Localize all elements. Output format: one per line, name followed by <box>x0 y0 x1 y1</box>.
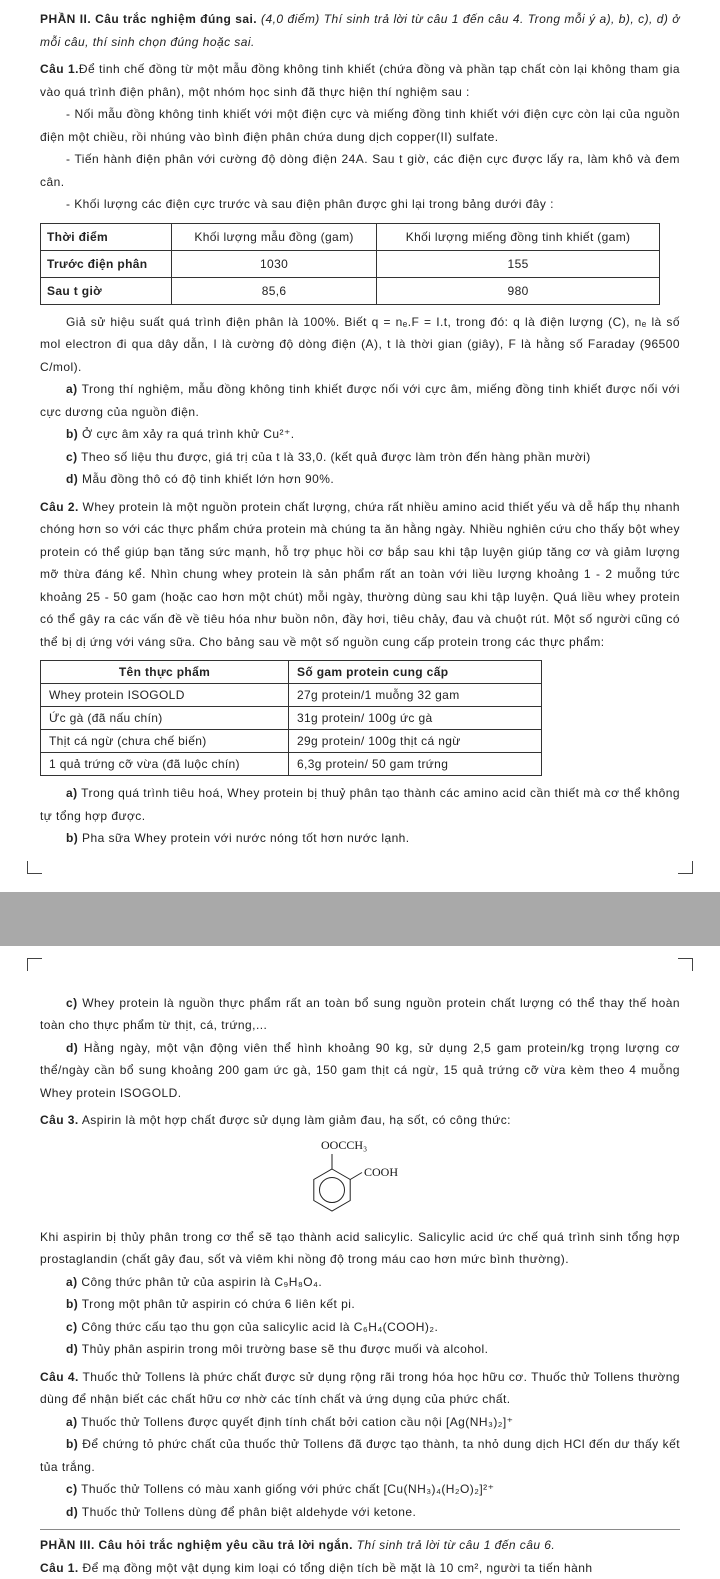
part3-question-1-partial <box>40 1557 680 1579</box>
question-4-label: Câu 4. <box>40 1370 79 1384</box>
statement-text: Công thức phân tử của aspirin là C₉H₈O₄. <box>78 1275 323 1289</box>
statement-text: Whey protein là nguồn thực phẩm rất an toàn bổ sung nguồn protein chất lượng có thể thay thế hoàn toàn cho thực phẩm từ thịt, cá, trứng,... <box>40 996 680 1033</box>
question-1-label: Câu 1. <box>40 1561 79 1575</box>
table-row <box>41 730 542 753</box>
question-1-statement-b <box>40 423 680 446</box>
statement-text: Thuốc thử Tollens có màu xanh giống với phức chất [Cu(NH₃)₄(H₂O)₂]²⁺ <box>78 1482 495 1496</box>
table-row <box>41 684 542 707</box>
statement-label: c) <box>66 450 78 464</box>
statement-text: Trong quá trình tiêu hoá, Whey protein bị thuỷ phân tạo thành các amino acid cần thiết mà cơ thể không tự tổng hợp được. <box>40 786 680 823</box>
cell: 29g protein/ 100g thịt cá ngừ <box>289 730 542 753</box>
aspirin-structure <box>40 1135 680 1224</box>
question-3-intro <box>40 1109 680 1132</box>
part3-heading <box>40 1529 680 1557</box>
header-cell: Thời điểm <box>41 223 172 250</box>
question-2-statement-c <box>40 992 680 1037</box>
question-1-note: Giả sử hiệu suất quá trình điện phân là 100%. Biết q = nₑ.F = I.t, trong đó: q là điện lượng (C), nₑ là số mol electron đi qua dây dẫn, I là cường độ dòng điện (A), t là thời gian (giây), F là hằng số Faraday (96500 C/mol). <box>40 311 680 379</box>
statement-label: a) <box>66 1275 78 1289</box>
question-4-statement-d <box>40 1501 680 1524</box>
statement-text: Theo số liệu thu được, giá trị của t là 33,0. (kết quả được làm tròn đến hàng phần mười) <box>78 450 591 464</box>
crop-mark-top-right <box>678 958 693 971</box>
statement-label: b) <box>66 1437 78 1451</box>
cell: Trước điện phân <box>41 250 172 277</box>
statement-text: Công thức cấu tạo thu gọn của salicylic acid là C₆H₄(COOH)₂. <box>78 1320 439 1334</box>
question-3-intro-text: Aspirin là một hợp chất được sử dụng làm giảm đau, hạ sốt, có công thức: <box>79 1113 511 1127</box>
question-1-partial-text: Để mạ đồng một vật dụng kim loại có tổng diện tích bề mặt là 10 cm², người ta tiến hành <box>79 1561 593 1575</box>
cell: Thịt cá ngừ (chưa chế biến) <box>41 730 289 753</box>
crop-mark-top-left <box>27 958 42 971</box>
statement-label: b) <box>66 427 78 441</box>
part3-subtitle: Thí sinh trả lời từ câu 1 đến câu 6. <box>353 1538 555 1552</box>
question-2-intro <box>40 496 680 654</box>
question-3-statement-b <box>40 1293 680 1316</box>
statement-text: Trong một phân tử aspirin có chứa 6 liên kết pi. <box>78 1297 355 1311</box>
question-1-statement-a <box>40 378 680 423</box>
statement-label: b) <box>66 831 78 845</box>
question-3-statement-c <box>40 1316 680 1339</box>
statement-label: c) <box>66 1320 78 1334</box>
question-1-statement-c <box>40 446 680 469</box>
cell: 31g protein/ 100g ức gà <box>289 707 542 730</box>
statement-text: Để chứng tỏ phức chất của thuốc thử Tollens đã được tạo thành, ta nhỏ dung dịch HCl đến dư thấy kết tủa trắng. <box>40 1437 680 1474</box>
header-cell: Khối lượng mẫu đồng (gam) <box>172 223 377 250</box>
table-row <box>41 753 542 776</box>
cell: 1 quả trứng cỡ vừa (đã luộc chín) <box>41 753 289 776</box>
statement-label: d) <box>66 1505 78 1519</box>
question-1-label: Câu 1. <box>40 62 79 76</box>
electrode-mass-table <box>40 223 660 305</box>
statement-label: d) <box>66 1041 78 1055</box>
statement-text: Mẫu đồng thô có độ tinh khiết lớn hơn 90%. <box>78 472 334 486</box>
aspirin-structure-drawing <box>285 1135 435 1219</box>
question-2-statement-b <box>40 827 680 850</box>
question-4-statement-c <box>40 1478 680 1501</box>
cell: 980 <box>377 277 660 304</box>
question-4-intro-text: Thuốc thử Tollens là phức chất được sử dụng rộng rãi trong hóa học hữu cơ. Thuốc thử Tollens thường dùng để nhận biết các chất hữu cơ nhờ các tính chất và ứng dụng của phức chất. <box>40 1370 680 1407</box>
statement-label: a) <box>66 1415 78 1429</box>
part2-subtitle: (4,0 điểm) Thí sinh trả lời từ câu 1 đến câu 4. Trong mỗi ý a), b), c), d) ở mỗi câu, thí sinh chọn đúng hoặc sai. <box>40 12 680 49</box>
cell: 85,6 <box>172 277 377 304</box>
question-2-statement-d <box>40 1037 680 1105</box>
question-4-statement-b <box>40 1433 680 1478</box>
question-1-bullet-1: - Nối mẫu đồng không tinh khiết với một điện cực và miếng đồng tinh khiết với điện cực còn lại của nguồn điện một chiều, rồi nhúng vào bình điện phân chứa dung dịch copper(II) sulfate. <box>40 103 680 148</box>
question-4-intro <box>40 1366 680 1411</box>
header-cell: Số gam protein cung cấp <box>289 661 542 684</box>
table-header-row <box>41 223 660 250</box>
acetoxy-group-label: OOCCH₃ <box>321 1138 367 1152</box>
question-2-intro-text: Whey protein là một nguồn protein chất lượng, chứa rất nhiều amino acid thiết yếu và dễ hấp thụ nhanh chóng hơn so với các thực phẩm chứa protein mà chúng ta ăn hằng ngày. Nhiều nghiên cứu cho thấy bột whey protein có thể giúp bạn tăng sức mạnh, hỗ trợ phục hồi cơ bắp sau khi tập luyện giúp tăng cơ và giảm lượng mỡ thừa đáng kể. Nhìn chung whey protein là sản phẩm rất an toàn với liều lượng khoảng 1 - 2 muỗng tức khoảng 25 - 50 gam (hoặc cao hơn một chút) mỗi ngày, thường dùng sau khi tập luyện. Quá liều whey protein có thể gây ra các vấn đề về tiêu hóa như buồn nôn, đầy hơi, tiêu chảy, đau và chuột rút. Một số người cũng có thể bị dị ứng với váng sữa. Cho bảng sau về một số nguồn cung cấp protein trong các thực phẩm: <box>40 500 680 649</box>
table-row <box>41 277 660 304</box>
benzene-ring-icon <box>314 1154 362 1211</box>
page-separator <box>0 892 720 946</box>
statement-label: b) <box>66 1297 78 1311</box>
statement-label: a) <box>66 382 78 396</box>
crop-mark-bottom-left <box>27 861 42 874</box>
part2-title: PHẦN II. Câu trắc nghiệm đúng sai. <box>40 12 257 26</box>
statement-text: Trong thí nghiệm, mẫu đồng không tinh khiết được nối với cực âm, miếng đồng tinh khiết được nối với cực dương của nguồn điện. <box>40 382 680 419</box>
table-row <box>41 250 660 277</box>
cell: 6,3g protein/ 50 gam trứng <box>289 753 542 776</box>
statement-label: d) <box>66 472 78 486</box>
cell: 1030 <box>172 250 377 277</box>
part2-heading <box>40 8 680 53</box>
statement-label: a) <box>66 786 78 800</box>
cell: Ức gà (đã nấu chín) <box>41 707 289 730</box>
page-2 <box>0 946 720 1579</box>
header-cell: Khối lượng miếng đồng tinh khiết (gam) <box>377 223 660 250</box>
question-3-statement-d <box>40 1338 680 1361</box>
statement-label: c) <box>66 1482 78 1496</box>
protein-sources-table <box>40 660 542 776</box>
statement-text: Ở cực âm xảy ra quá trình khử Cu²⁺. <box>78 427 294 441</box>
statement-text: Thủy phân aspirin trong môi trường base sẽ thu được muối và alcohol. <box>78 1342 488 1356</box>
question-3-label: Câu 3. <box>40 1113 79 1127</box>
statement-text: Pha sữa Whey protein với nước nóng tốt hơn nước lạnh. <box>78 831 409 845</box>
crop-mark-bottom-right <box>678 861 693 874</box>
statement-label: d) <box>66 1342 78 1356</box>
cell: 27g protein/1 muỗng 32 gam <box>289 684 542 707</box>
part3-title: PHẦN III. Câu hỏi trắc nghiệm yêu cầu trả lời ngắn. <box>40 1538 353 1552</box>
question-1-intro <box>40 58 680 103</box>
statement-label: c) <box>66 996 78 1010</box>
question-1-bullet-3: - Khối lượng các điện cực trước và sau điện phân được ghi lại trong bảng dưới đây : <box>40 193 680 216</box>
table-row <box>41 707 542 730</box>
cell: Whey protein ISOGOLD <box>41 684 289 707</box>
statement-text: Hằng ngày, một vận động viên thể hình khoảng 90 kg, sử dụng 2,5 gam protein/kg trọng lượng cơ thể/ngày cần bổ sung khoảng 200 gam ức gà, 150 gam thịt cá ngừ, 15 quả trứng cỡ vừa kèm theo 4 muỗng Whey protein ISOGOLD. <box>40 1041 680 1100</box>
statement-text: Thuốc thử Tollens được quyết định tính chất bởi cation cầu nội [Ag(NH₃)₂]⁺ <box>78 1415 514 1429</box>
question-3-statement-a <box>40 1271 680 1294</box>
question-4-statement-a <box>40 1411 680 1434</box>
statement-text: Thuốc thử Tollens dùng để phân biệt aldehyde với ketone. <box>78 1505 416 1519</box>
header-cell: Tên thực phẩm <box>41 661 289 684</box>
carboxyl-group-label: COOH <box>364 1165 398 1179</box>
cell: 155 <box>377 250 660 277</box>
question-2-label: Câu 2. <box>40 500 79 514</box>
table-header-row <box>41 661 542 684</box>
question-3-explanation: Khi aspirin bị thủy phân trong cơ thể sẽ tạo thành acid salicylic. Salicylic acid ức chế quá trình sinh tổng hợp prostaglandin (chất gây đau, sốt và viêm khi nồng độ trong máu cao hơn mức bình thường). <box>40 1226 680 1271</box>
question-1-intro-text: Để tinh chế đồng từ một mẫu đồng không tinh khiết (chứa đồng và phần tạp chất còn lại không tham gia vào quá trình điện phân), một nhóm học sinh đã thực hiện thí nghiệm sau : <box>40 62 680 99</box>
question-2-statement-a <box>40 782 680 827</box>
question-1-statement-d <box>40 468 680 491</box>
cell: Sau t giờ <box>41 277 172 304</box>
question-1-bullet-2: - Tiến hành điện phân với cường độ dòng điện 24A. Sau t giờ, các điện cực được lấy ra, làm khô và đem cân. <box>40 148 680 193</box>
